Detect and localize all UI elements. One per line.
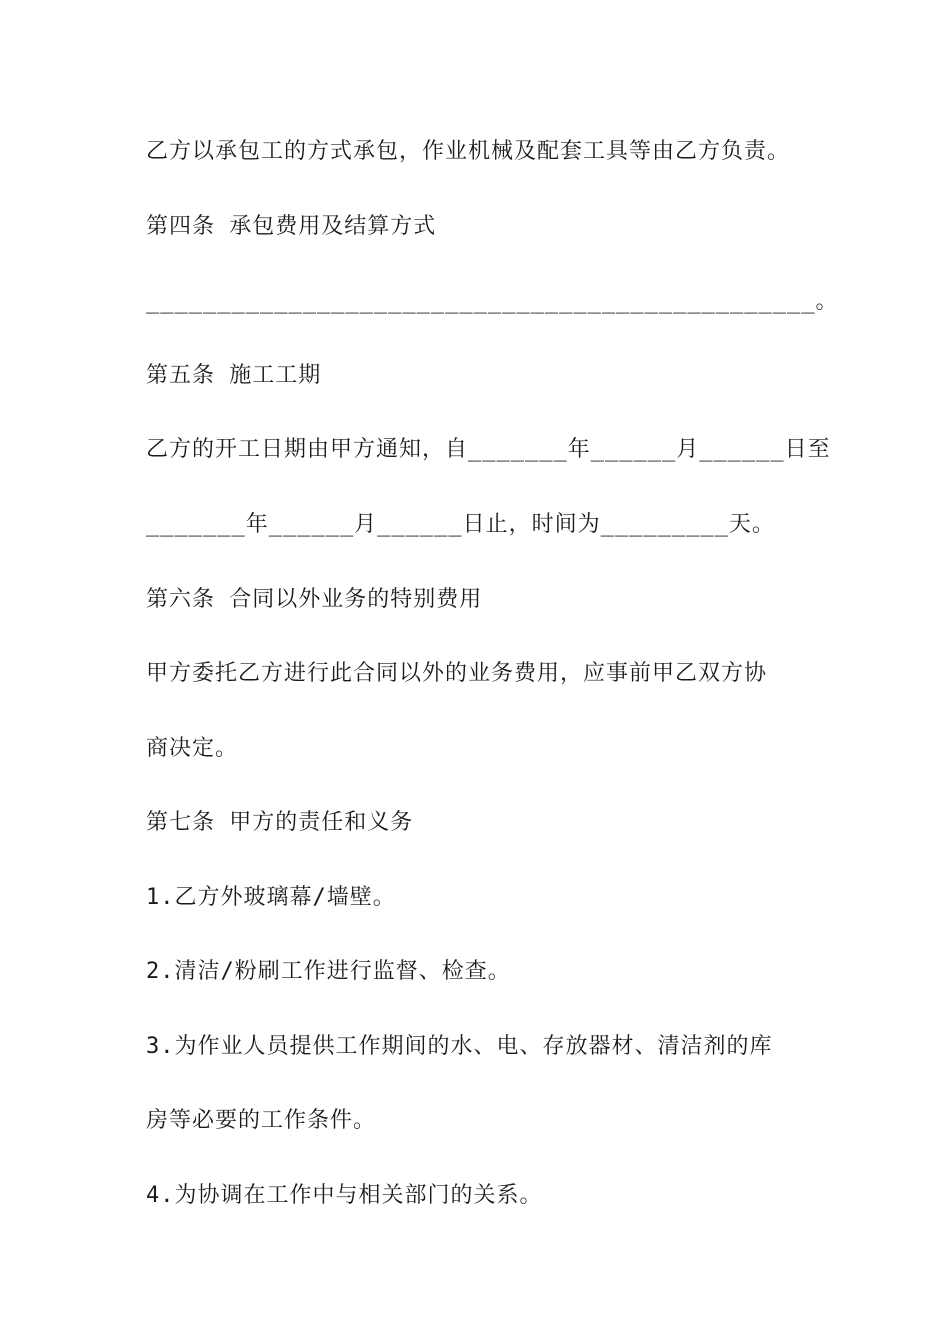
paragraph-extra-fees-cont: 商决定。 [146, 736, 239, 761]
heading-article-6: 第六条 合同以外业务的特别费用 [146, 587, 483, 612]
blank-fill-line: _______________________________________________。 [146, 289, 839, 314]
list-item-3: 3.为作业人员提供工作期间的水、电、存放器材、清洁剂的库 [146, 1034, 773, 1059]
list-item-1: 1.乙方外玻璃幕/墙壁。 [146, 885, 396, 910]
list-item-3-cont: 房等必要的工作条件。 [146, 1108, 377, 1133]
paragraph-contracting-method: 乙方以承包工的方式承包，作业机械及配套工具等由乙方负责。 [146, 139, 791, 164]
list-item-2: 2.清洁/粉刷工作进行监督、检查。 [146, 959, 511, 984]
heading-article-4: 第四条 承包费用及结算方式 [146, 214, 437, 239]
paragraph-extra-fees: 甲方委托乙方进行此合同以外的业务费用，应事前甲乙双方协 [146, 661, 768, 686]
paragraph-end-date: _______年______月______日止，时间为_________天。 [146, 512, 775, 537]
paragraph-start-date: 乙方的开工日期由甲方通知，自_______年______月______日至 [146, 437, 831, 462]
heading-article-7: 第七条 甲方的责任和义务 [146, 810, 414, 835]
heading-article-5: 第五条 施工工期 [146, 363, 322, 388]
list-item-4: 4.为协调在工作中与相关部门的关系。 [146, 1183, 543, 1208]
